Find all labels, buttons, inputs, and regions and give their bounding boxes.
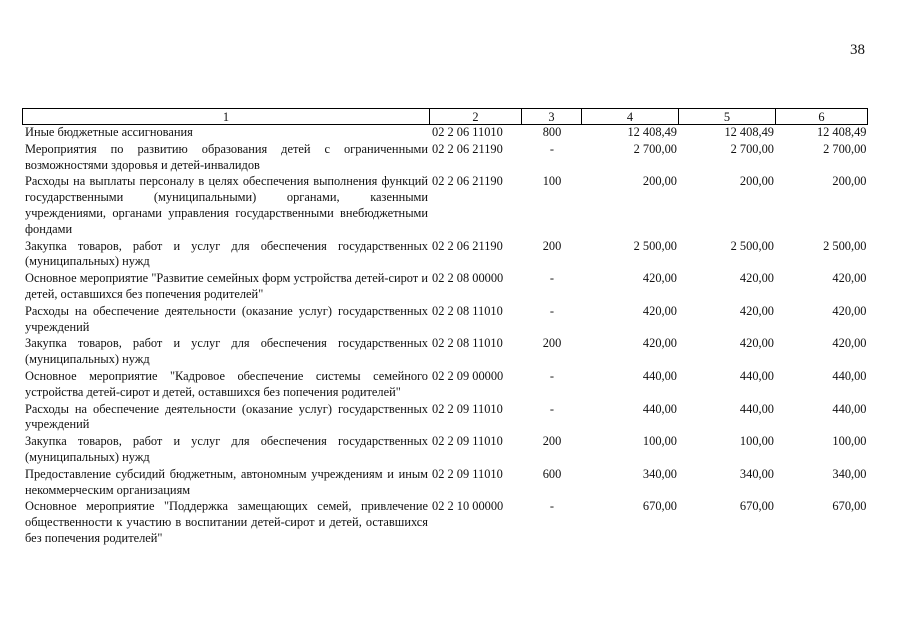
row-code: 02 2 06 11010 — [432, 125, 503, 139]
row-name: Предоставление субсидий бюджетным, автономным учреждениям и иным некоммерческим организациям — [25, 466, 428, 497]
row-value-3: 340,00 — [832, 466, 867, 481]
row-value-3: 440,00 — [832, 368, 867, 383]
table-row — [23, 402, 868, 435]
row-value-3: 420,00 — [832, 303, 867, 318]
row-value-2: 2 700,00 — [730, 141, 774, 156]
row-code: 02 2 09 11010 — [432, 434, 503, 449]
row-name: Расходы на выплаты персоналу в целях обеспечения выполнения функций государственными (муниципальными) органами, казенными учреждениями, органами управления государственными внебюджетными фондами — [25, 174, 428, 236]
row-value-3: 12 408,49 — [816, 125, 867, 139]
table-body — [23, 125, 868, 548]
row-type: 600 — [542, 466, 562, 481]
row-value-1: 12 408,49 — [627, 125, 677, 139]
row-code: 02 2 09 11010 — [432, 466, 503, 481]
row-value-3: 440,00 — [832, 401, 867, 416]
row-name: Закупка товаров, работ и услуг для обеспечения государственных (муниципальных) нужд — [25, 238, 428, 269]
row-value-1: 2 500,00 — [633, 238, 677, 253]
row-code: 02 2 09 11010 — [432, 401, 503, 416]
header-col-3: 3 — [522, 109, 582, 125]
table-row — [23, 434, 868, 467]
table-row — [23, 304, 868, 337]
row-type: 100 — [542, 174, 562, 189]
row-value-3: 420,00 — [832, 271, 867, 286]
row-value-1: 420,00 — [642, 271, 677, 286]
row-name: Основное мероприятие "Поддержка замещающих семей, привлечение общественности к участию в воспитании детей-сирот и детей, оставшихся без попечения родителей" — [25, 499, 428, 545]
table-row — [23, 499, 868, 547]
row-code: 02 2 08 11010 — [432, 303, 503, 318]
row-value-1: 340,00 — [642, 466, 677, 481]
row-value-2: 440,00 — [739, 401, 774, 416]
row-code: 02 2 06 21190 — [432, 174, 503, 189]
row-code: 02 2 08 00000 — [432, 271, 504, 286]
row-value-1: 670,00 — [642, 499, 677, 514]
row-value-1: 100,00 — [642, 434, 677, 449]
row-value-2: 420,00 — [739, 271, 774, 286]
row-value-1: 2 700,00 — [633, 141, 677, 156]
row-code: 02 2 06 21190 — [432, 238, 503, 253]
table-row — [23, 369, 868, 402]
row-code: 02 2 10 00000 — [432, 499, 504, 514]
row-name: Иные бюджетные ассигнования — [25, 125, 193, 139]
table-row — [23, 125, 868, 142]
row-type: - — [549, 368, 555, 383]
row-value-2: 200,00 — [739, 174, 774, 189]
row-type: - — [549, 499, 555, 514]
row-value-2: 670,00 — [739, 499, 774, 514]
table-row — [23, 336, 868, 369]
row-value-2: 12 408,49 — [724, 125, 774, 139]
row-value-2: 420,00 — [739, 336, 774, 351]
row-value-3: 670,00 — [832, 499, 867, 514]
row-value-3: 2 500,00 — [823, 238, 867, 253]
row-name: Основное мероприятие "Кадровое обеспечение системы семейного устройства детей-сирот и детей, оставшихся без попечения родителей" — [25, 368, 428, 399]
row-type: 200 — [542, 238, 562, 253]
row-value-3: 100,00 — [832, 434, 867, 449]
header-col-4: 4 — [582, 109, 679, 125]
row-value-3: 200,00 — [832, 174, 867, 189]
row-value-2: 340,00 — [739, 466, 774, 481]
row-value-2: 420,00 — [739, 303, 774, 318]
header-row — [23, 109, 868, 125]
budget-table — [22, 108, 868, 548]
table-row — [23, 467, 868, 500]
header-col-2: 2 — [430, 109, 522, 125]
row-name: Мероприятия по развитию образования детей с ограниченными возможностями здоровья и детей-инвалидов — [25, 141, 428, 172]
row-type: - — [549, 141, 555, 156]
row-value-1: 440,00 — [642, 401, 677, 416]
row-type: 800 — [542, 125, 562, 139]
row-value-3: 2 700,00 — [823, 141, 867, 156]
row-value-2: 2 500,00 — [730, 238, 774, 253]
table-row — [23, 271, 868, 304]
row-name: Основное мероприятие "Развитие семейных форм устройства детей-сирот и детей, оставшихся без попечения родителей" — [25, 271, 428, 301]
table-header — [23, 109, 868, 125]
row-value-1: 420,00 — [642, 303, 677, 318]
row-type: 200 — [542, 336, 562, 351]
page-number: 38 — [850, 42, 865, 58]
row-value-2: 100,00 — [739, 434, 774, 449]
row-name: Расходы на обеспечение деятельности (оказание услуг) государственных учреждений — [25, 303, 428, 334]
row-value-1: 200,00 — [642, 174, 677, 189]
row-value-2: 440,00 — [739, 368, 774, 383]
row-type: - — [549, 271, 555, 286]
row-code: 02 2 09 00000 — [432, 368, 504, 383]
row-code: 02 2 08 11010 — [432, 336, 503, 351]
header-col-6: 6 — [776, 109, 868, 125]
table-row — [23, 142, 868, 175]
row-value-1: 440,00 — [642, 368, 677, 383]
row-name: Закупка товаров, работ и услуг для обеспечения государственных (муниципальных) нужд — [25, 336, 428, 367]
row-code: 02 2 06 21190 — [432, 141, 503, 156]
row-value-3: 420,00 — [832, 336, 867, 351]
table-row — [23, 239, 868, 272]
row-type: - — [549, 303, 555, 318]
row-name: Закупка товаров, работ и услуг для обеспечения государственных (муниципальных) нужд — [25, 434, 428, 464]
row-type: 200 — [542, 434, 562, 449]
row-type: - — [549, 401, 555, 416]
header-col-1: 1 — [23, 109, 430, 125]
header-col-5: 5 — [679, 109, 776, 125]
table-row — [23, 174, 868, 238]
row-value-1: 420,00 — [642, 336, 677, 351]
row-name: Расходы на обеспечение деятельности (оказание услуг) государственных учреждений — [25, 401, 428, 432]
